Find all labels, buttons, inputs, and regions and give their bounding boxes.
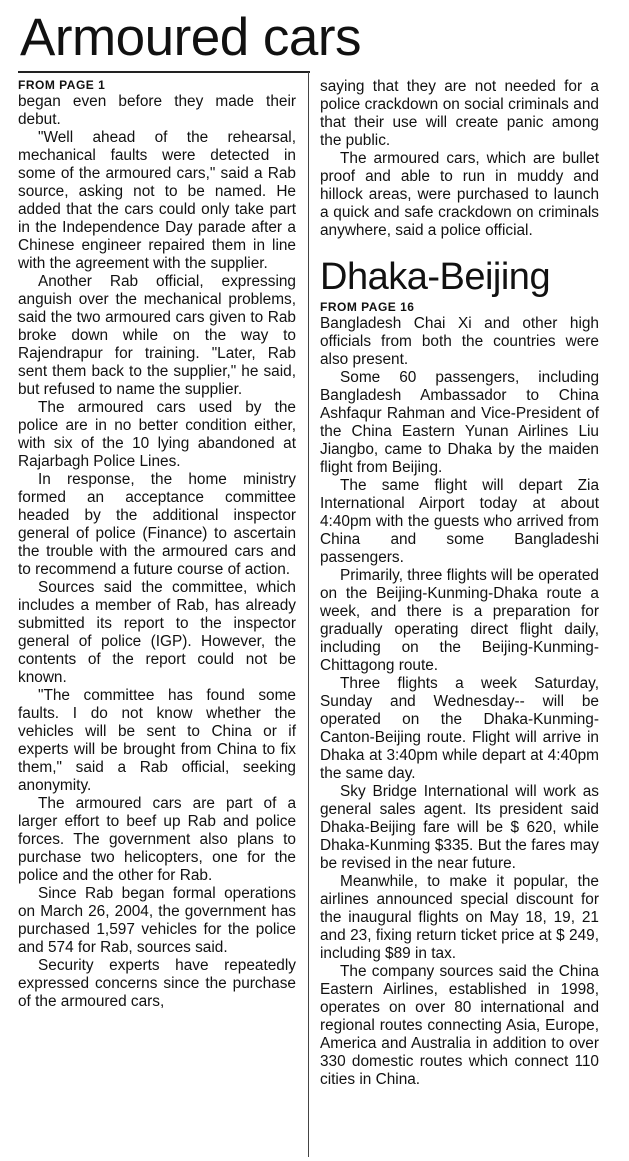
second-headline: Dhaka-Beijing bbox=[320, 256, 551, 298]
article-paragraph: "Well ahead of the rehearsal, mechanical faults were detected in some of the armoured cars," said a Rab source, asking not to be named. He added that the cars could only take part in the Independence Day parade after a Chinese engineer repaired them in line with the agreement with the supplier. bbox=[18, 129, 296, 272]
left-column bbox=[18, 78, 296, 1011]
article-paragraph: Meanwhile, to make it popular, the airlines announced special discount for the inaugural flights on May 18, 19, 21 and 23, fixing return ticket price at $ 249, including $89 in tax. bbox=[320, 873, 599, 962]
column-divider bbox=[308, 72, 309, 1157]
article-paragraph: The company sources said the China Eastern Airlines, established in 1998, operates on over 80 international and regional routes connecting Asia, Europe, America and Australia in addition to over 330 domestic routes which connect 110 cities in China. bbox=[320, 963, 599, 1088]
main-headline: Armoured cars bbox=[20, 8, 362, 67]
headline-rule bbox=[18, 71, 310, 73]
article-paragraph: began even before they made their debut. bbox=[18, 93, 296, 128]
article-paragraph: The armoured cars, which are bullet proof and able to run in muddy and hillock areas, were purchased to launch a quick and safe crackdown on criminals anywhere, said a police official. bbox=[320, 150, 599, 239]
from-page-label: FROM PAGE 1 bbox=[18, 78, 106, 92]
right-column bbox=[320, 78, 599, 1089]
article-paragraph: The armoured cars are part of a larger effort to beef up Rab and police forces. The government also plans to purchase two helicopters, one for the police and the other for Rab. bbox=[18, 795, 296, 884]
article-paragraph: Three flights a week Saturday, Sunday and Wednesday-- will be operated on the Dhaka-Kunming-Canton-Beijing route. Flight will arrive in Dhaka at 3:40pm while depart at 4:40pm the same day. bbox=[320, 675, 599, 782]
article-paragraph: Some 60 passengers, including Bangladesh Ambassador to China Ashfaqur Rahman and Vice-President of the China Eastern Yunan Airlines Liu Jiangbo, came to Dhaka by the maiden flight from Beijing. bbox=[320, 369, 599, 476]
article-paragraph: Security experts have repeatedly expressed concerns since the purchase of the armoured cars, bbox=[18, 957, 296, 1010]
article-paragraph: Another Rab official, expressing anguish over the mechanical problems, said the two armoured cars given to Rab broke down while on the way to Rajendrapur for training. "Later, Rab sent them back to the supplier," he said, but refused to name the supplier. bbox=[18, 273, 296, 398]
article-paragraph: saying that they are not needed for a police crackdown on social criminals and that their use will create panic among the public. bbox=[320, 78, 599, 149]
article-paragraph: The armoured cars used by the police are in no better condition either, with six of the 10 lying abandoned at Rajarbagh Police Lines. bbox=[18, 399, 296, 470]
article-paragraph: In response, the home ministry formed an acceptance committee headed by the additional inspector general of police (Finance) to ascertain the trouble with the armoured cars and to recommend a future course of action. bbox=[18, 471, 296, 578]
article-paragraph: Since Rab began formal operations on March 26, 2004, the government has purchased 1,597 vehicles for the police and 574 for Rab, sources said. bbox=[18, 885, 296, 956]
article-paragraph: Sky Bridge International will work as general sales agent. Its president said Dhaka-Beijing fare will be $ 620, while Dhaka-Kunming $335. But the fares may be revised in the near future. bbox=[320, 783, 599, 872]
article-paragraph: Primarily, three flights will be operated on the Beijing-Kunming-Dhaka route a week, and there is a preparation for gradually operating direct flight daily, including on the Beijing-Kunming-Chittagong route. bbox=[320, 567, 599, 674]
from-page-label: FROM PAGE 16 bbox=[320, 300, 415, 314]
article-paragraph: The same flight will depart Zia International Airport today at about 4:40pm with the guests who arrived from China and some Bangladeshi passengers. bbox=[320, 477, 599, 566]
article-paragraph: Sources said the committee, which includes a member of Rab, has already submitted its report to the inspector general of police (IGP). However, the contents of the report could not be known. bbox=[18, 579, 296, 686]
article-paragraph: Bangladesh Chai Xi and other high officials from both the countries were also present. bbox=[320, 315, 599, 368]
article-paragraph: "The committee has found some faults. I do not know whether the vehicles will be sent to China or if experts will be brought from China to fix them," said a Rab official, seeking anonymity. bbox=[18, 687, 296, 794]
